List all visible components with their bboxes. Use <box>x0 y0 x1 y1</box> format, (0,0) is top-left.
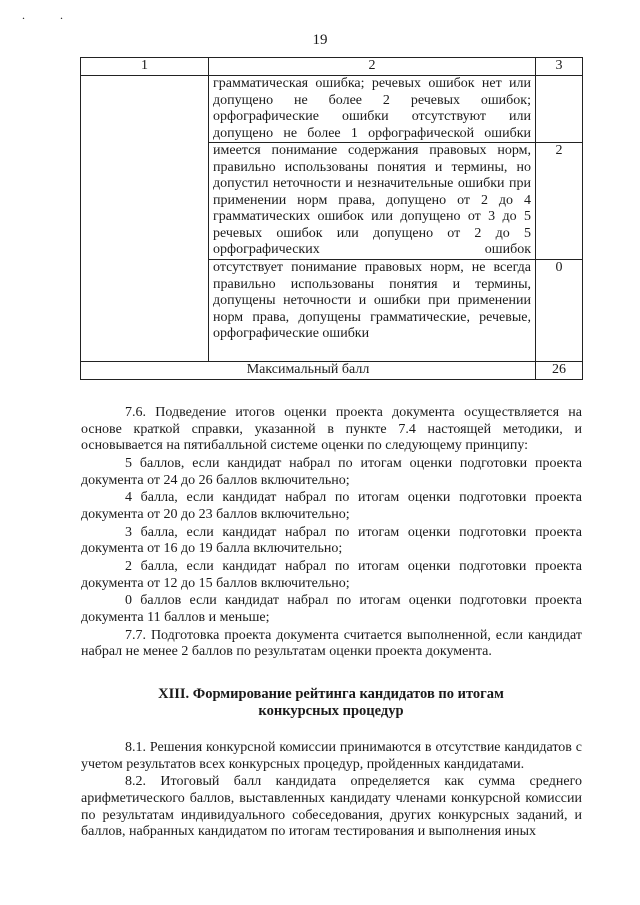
page-number: 19 <box>312 32 328 48</box>
table-row <box>81 260 583 362</box>
paragraph: 4 балла, если кандидат набрал по итогам оценки подготовки проекта документа от 20 до 23 баллов включительно; <box>81 490 582 522</box>
paragraph: 7.6. Подведение итогов оценки проекта документа осуществляется на основе краткой справки, указанной в пункте 7.4 настоящей методики, и основывается на пятибалльной системе оценки по следующему принципу: <box>81 405 582 454</box>
table-total-row <box>81 362 583 380</box>
paragraph: 3 балла, если кандидат набрал по итогам оценки подготовки проекта документа от 16 до 19 балла включительно; <box>81 524 582 557</box>
table-header-cell: 2 <box>209 58 536 76</box>
paragraph: 8.1. Решения конкурсной комиссии принимаются в отсутствие кандидатов с учетом результатов всех конкурсных процедур, пройденных кандидатами. <box>81 740 582 772</box>
section-8-text <box>81 740 582 841</box>
paragraph: 5 баллов, если кандидат набрал по итогам оценки подготовки проекта документа от 24 до 26 баллов включительно; <box>81 455 582 488</box>
table-header-cell: 1 <box>81 58 209 76</box>
section-7-text <box>81 405 582 661</box>
paragraph: 7.7. Подготовка проекта документа считается выполненной, если кандидат набрал не менее 2 баллов по результатам оценки проекта документа. <box>81 627 582 660</box>
criterion-score: 2 <box>536 143 583 260</box>
section-heading-line: XIII. Формирование рейтинга кандидатов по итогам <box>158 686 504 702</box>
paragraph: 8.2. Итоговый балл кандидата определяется как сумма среднего арифметического баллов, выставленных кандидату членами конкурсной комиссии по результатам индивидуального собеседования, других конкурсных заданий, и баллов, набранных кандидатом по итогам тестирования и выполнения иных <box>81 774 582 840</box>
criterion-score: 0 <box>536 260 583 362</box>
table-cell-empty <box>81 76 209 143</box>
table-cell-empty <box>81 143 209 260</box>
section-heading <box>80 686 582 720</box>
table-row <box>81 143 583 260</box>
table-cell-empty <box>81 260 209 362</box>
criterion-text: отсутствует понимание правовых норм, не всегда правильно использованы понятия и термины, допущены неточности и ошибки при применении норм права, допущены грамматические, речевые, орфографические ошибки <box>209 260 536 362</box>
paragraph: 2 балла, если кандидат набрал по итогам оценки подготовки проекта документа от 12 до 15 баллов включительно; <box>81 559 582 591</box>
criterion-text: грамматическая ошибка; речевых ошибок нет или допущено не более 2 речевых ошибок; орфографические ошибки отсутствуют или допущено не более 1 орфографической ошибки <box>209 76 536 143</box>
table-header-cell: 3 <box>536 58 583 76</box>
criterion-score <box>536 76 583 143</box>
paragraph: 0 баллов если кандидат набрал по итогам оценки подготовки проекта документа 11 баллов и меньше; <box>81 593 582 626</box>
table-header-row <box>81 58 583 76</box>
max-score-label: Максимальный балл <box>81 362 536 380</box>
table-row <box>81 76 583 143</box>
section-heading-line: конкурсных процедур <box>258 703 404 719</box>
max-score-value: 26 <box>536 362 583 380</box>
criterion-text: имеется понимание содержания правовых норм, правильно использованы понятия и термины, но допустил неточности и незначительные ошибки при применении норм права, допущено от 2 до 4 грамматических ошибок или допущено от 3 до 5 речевых ошибок или допущено от 2 до 5 орфографических ошибок <box>209 143 536 260</box>
scan-corner-marks: . . <box>22 8 79 22</box>
criteria-table <box>80 57 583 380</box>
